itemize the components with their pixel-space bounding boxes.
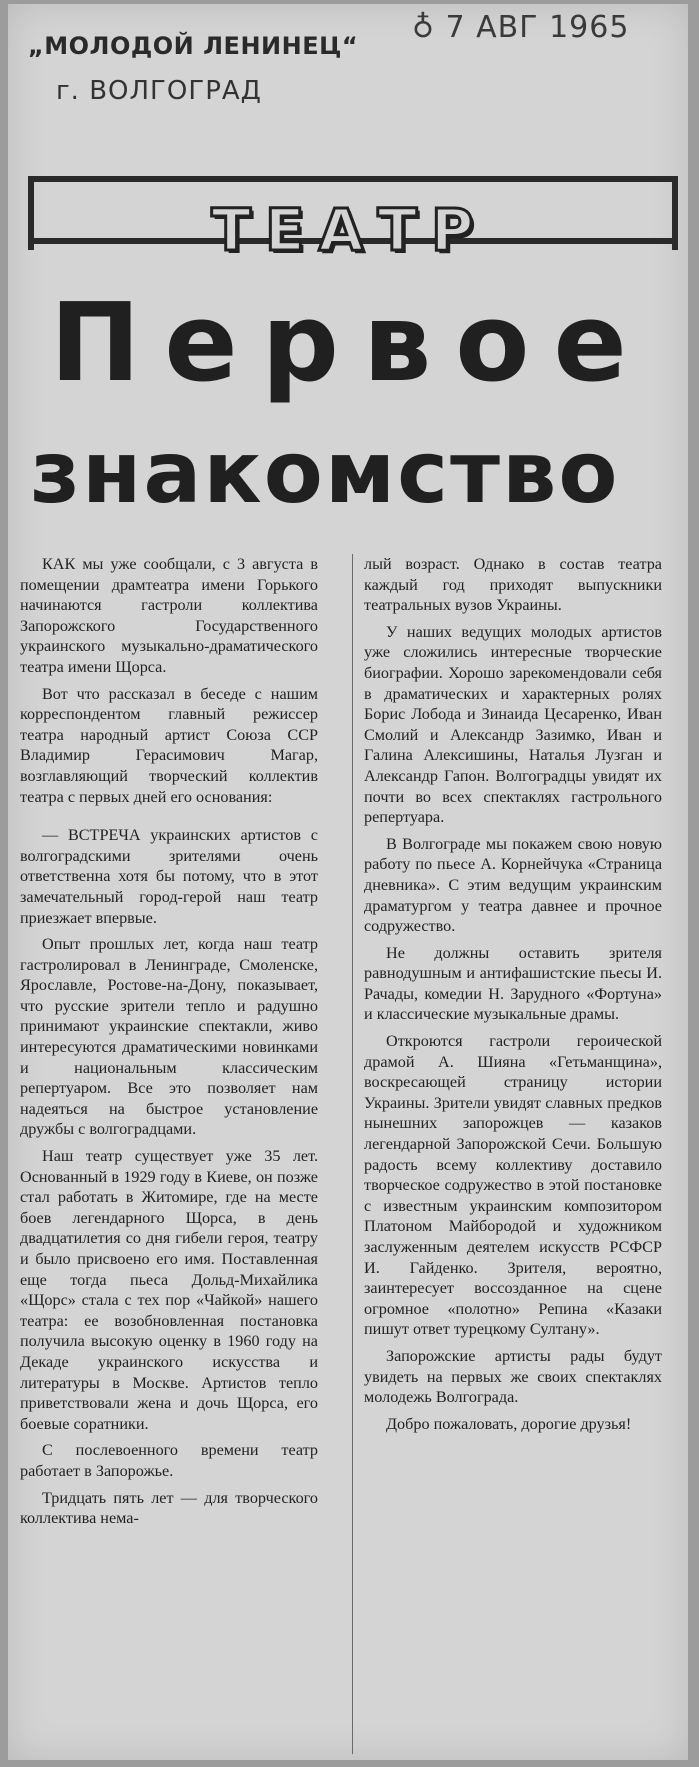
newspaper-name: „МОЛОДОЙ ЛЕНИНЕЦ“ [28, 32, 359, 60]
article-column-left [20, 554, 318, 1754]
paragraph: Запорожские артисты рады будут увидеть на первых же своих спектаклях молодежь Волгограда. [364, 1346, 662, 1407]
paragraph: В Волгограде мы покажем свою новую работу по пьесе А. Корнейчука «Страница дневника». С этим ведущим украинским драматургом у театра давнее и прочное содружество. [364, 834, 662, 936]
paragraph: — ВСТРЕЧА украинских артистов с волгоградскими зрителями очень ответственна хотя бы потому, что в этот замечательный город-герой наш театр приезжает впервые. [20, 826, 318, 927]
headline-line-1: Первое [50, 281, 651, 406]
paragraph: КАК мы уже сообщали, с 3 августа в помещении драмтеатра имени Горького начинаются гастроли коллектива Запорожского Государственного украинского музыкально-драматического театра имени Щорса. [20, 555, 318, 676]
headline-line-2: знакомство [30, 423, 620, 523]
rubric-title: ТЕАТР [211, 196, 488, 264]
article-column-right [364, 554, 662, 1754]
paragraph: У наших ведущих молодых артистов уже сложились интересные творческие биографии. Хорошо зарекомендовали себя в драматических и характерных ролях Борис Лобода и Зинаида Цесаренко, Иван Смолий и Александр Зазимко, Иван и Галина Алексишины, Наталья Лузган и Александр Гапон. Волгоградцы увидят их почти во всех спектаклях гастрольного репертуара. [364, 622, 662, 827]
date-stamp: ♁ 7 АВГ 1965 [412, 10, 630, 45]
paragraph: Наш театр существует уже 35 лет. Основанный в 1929 году в Киеве, он позже стал работать в Житомире, где на месте боев легендарного Щорса, в день двадцатилетия со дня гибели героя, театру и было присвоено его имя. Поставленная еще тогда пьеса Дольд-Михайлика «Щорс» стала с тех пор «Чайкой» нашего театра: ее возобновленная постановка получила высокую оценку в 1960 году на Декаде украинского искусства и литературы в Москве. Артистов тепло приветствовали жена и дочь Щорса, его боевые соратники. [20, 1147, 318, 1433]
paragraph: Опыт прошлых лет, когда наш театр гастролировал в Ленинграде, Смоленске, Ярославле, Ростове-на-Дону, показывает, что русские зрители тепло и радушно принимают украинские спектакли, живо интересуются драматическими новинками и национальным классическим репертуаром. Все это позволяет нам надеяться на быстрое установление дружбы с волгоградцами. [20, 935, 318, 1139]
paragraph: лый возраст. Однако в состав театра каждый год приходят выпускники театральных вузов Украины. [364, 555, 662, 615]
newspaper-city: г. ВОЛГОГРАД [56, 76, 262, 106]
column-divider [352, 554, 353, 1754]
paragraph: С послевоенного времени театр работает в Запорожье. [20, 1441, 318, 1480]
paragraph: Вот что рассказал в беседе с нашим корреспондентом главный режиссер театра народный артист Союза ССР Владимир Герасимович Магар, возглавляющий творческий коллектив театра с первых дней его основания: [20, 684, 318, 806]
paragraph: Добро пожаловать, дорогие друзья! [386, 1414, 632, 1433]
paragraph: Тридцать пять лет — для творческого коллектива нема- [20, 1488, 318, 1528]
paragraph: Откроются гастроли героической драмой А. Шияна «Гетьманщина», воскресающей страницу истории Украины. Зрители увидят славных предков нынешних запорожцев — казаков легендарной Запорожской Сечи. Большую радость всему коллективу доставило творческое содружество в этой постановке с известным украинским композитором Платоном Майбородой и художником заслуженным деятелем искусств РСФСР И. Гайденко. Зрителя, вероятно, заинтересует воссозданное на сцене огромное «полотно» Репина «Казаки пишут ответ турецкому Султану». [364, 1032, 662, 1339]
paragraph: Не должны оставить зрителя равнодушным и антифашистские пьесы И. Рачады, комедии Н. Зарудного «Фортуна» и классические музыкальные драмы. [364, 943, 662, 1024]
